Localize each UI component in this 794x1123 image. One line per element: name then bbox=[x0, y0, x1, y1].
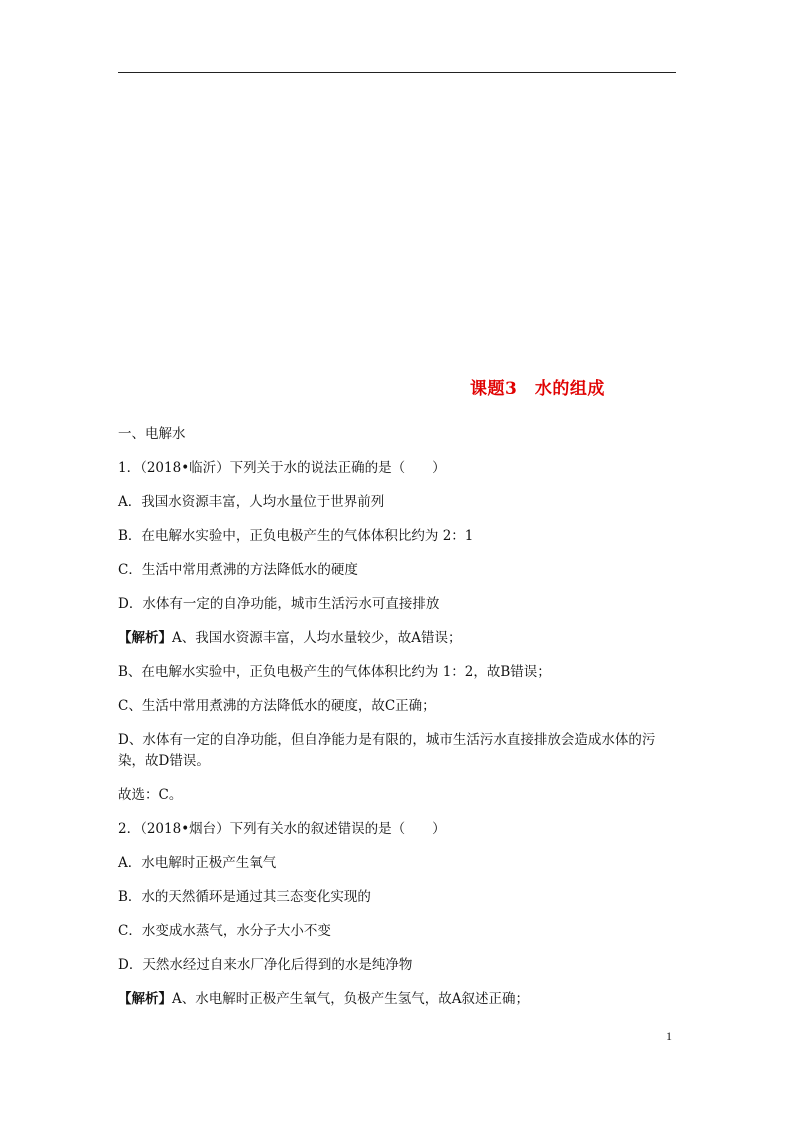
question-1-answer: 故选：C。 bbox=[118, 787, 183, 803]
analysis-text: A、水电解时正极产生氧气，负极产生氢气，故A叙述正确； bbox=[172, 991, 529, 1007]
header-rule bbox=[118, 72, 676, 73]
section-heading: 一、电解水 bbox=[118, 426, 186, 442]
question-1-option-b: B．在电解水实验中，正负电极产生的气体体积比约为 2：1 bbox=[118, 528, 474, 544]
analysis-text: A、我国水资源丰富，人均水量较少，故A错误； bbox=[172, 630, 462, 646]
question-1-analysis-b: B、在电解水实验中，正负电极产生的气体体积比约为 1：2，故B错误； bbox=[118, 664, 551, 680]
question-1-analysis-c: C、生活中常用煮沸的方法降低水的硬度，故C正确； bbox=[118, 698, 436, 714]
lesson-title: 课题3 水的组成 bbox=[470, 379, 605, 399]
question-2-stem: 2．（2018•烟台）下列有关水的叙述错误的是（ ） bbox=[118, 821, 446, 837]
question-1-analysis-a bbox=[118, 628, 678, 649]
question-1-option-c: C．生活中常用煮沸的方法降低水的硬度 bbox=[118, 562, 358, 578]
question-1-analysis-d: D、水体有一定的自净功能，但自净能力是有限的，城市生活污水直接排放会造成水体的污染，故D错误。 bbox=[118, 732, 656, 769]
page-number: 1 bbox=[666, 1029, 672, 1043]
analysis-label: 【解析】 bbox=[118, 991, 172, 1007]
question-2-option-a: A．水电解时正极产生氧气 bbox=[118, 855, 277, 871]
question-2-option-c: C．水变成水蒸气，水分子大小不变 bbox=[118, 923, 331, 939]
question-1-option-d: D．水体有一定的自净功能，城市生活污水可直接排放 bbox=[118, 596, 440, 612]
question-2-option-b: B．水的天然循环是通过其三态变化实现的 bbox=[118, 889, 371, 905]
analysis-label: 【解析】 bbox=[118, 630, 172, 646]
document-body bbox=[118, 424, 678, 1023]
question-2-analysis-a bbox=[118, 989, 678, 1010]
question-1-stem: 1．（2018•临沂）下列关于水的说法正确的是（ ） bbox=[118, 460, 446, 476]
question-2-option-d: D．天然水经过自来水厂净化后得到的水是纯净物 bbox=[118, 957, 413, 973]
question-1-option-a: A．我国水资源丰富，人均水量位于世界前列 bbox=[118, 494, 385, 510]
